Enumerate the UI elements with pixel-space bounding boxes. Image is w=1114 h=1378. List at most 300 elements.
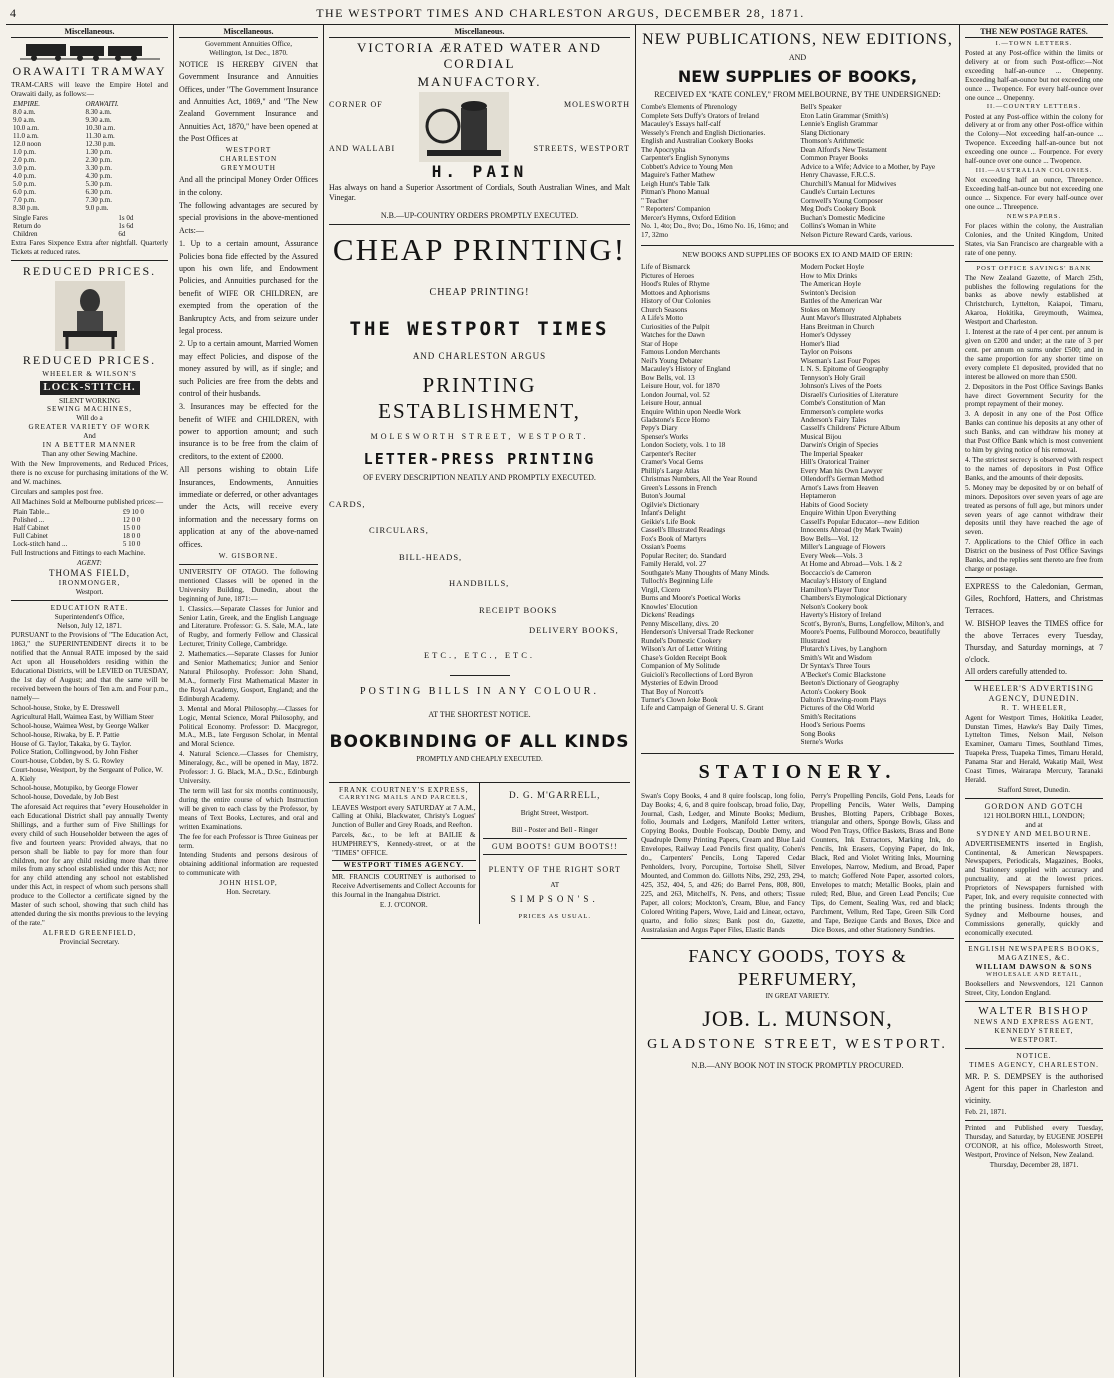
price-label: Plain Table... bbox=[13, 507, 50, 516]
dawson-name: WILLIAM DAWSON & SONS bbox=[975, 962, 1093, 971]
education-place: Agricultural Hall, Waimea East, by William Steer bbox=[11, 712, 154, 721]
gum-boots: GUM BOOTS! GUM BOOTS!! bbox=[491, 841, 618, 851]
timetable-cell: 10.30 a.m. bbox=[85, 123, 116, 132]
price-value: 5 10 0 bbox=[122, 539, 141, 548]
book-item: Spenser's Works bbox=[641, 432, 689, 441]
price-label: Lock-stitch hand ... bbox=[13, 539, 68, 548]
posting-bills: POSTING BILLS IN ANY COLOUR. bbox=[360, 685, 599, 697]
book-item: Maguire's Father Mathew bbox=[641, 171, 715, 180]
education-place: School-house, Stoke, by E. Dresswell bbox=[11, 703, 120, 712]
simpsons-name: SIMPSON'S. bbox=[510, 894, 599, 905]
book-item: Penny Miscellany, divs. 20 bbox=[641, 619, 719, 628]
price-value: £9 10 0 bbox=[122, 507, 144, 516]
book-item: Plutarch's Lives, by Langhorn bbox=[800, 645, 887, 654]
otago-item: 3. Mental and Moral Philosophy.—Classes for Logic, Mental Science, Moral Philosophy, and Political Economy. Professor: D. Macgregor, M.A., M.B., late Ferguson Scholar, in Mental and Moral Science. bbox=[179, 704, 318, 749]
sewing-line: Than any other Sewing Machine. bbox=[41, 450, 138, 459]
savings-item: 4. The strictest secrecy is observed with respect to the names of depositors in Post Office Banks, and the amounts of their deposits. bbox=[965, 456, 1103, 482]
book-item: Darwin's Origin of Species bbox=[800, 441, 879, 450]
book-item: Innocents Abroad (by Mark Twain) bbox=[800, 526, 903, 535]
westport-times-title: THE WESTPORT TIMES bbox=[349, 317, 610, 340]
courtney-body-2: Parcels, &c., to be left at BAILIE & HUMPHREY'S, Kennedy-street, or at the "TIMES" OFFICE. bbox=[332, 831, 476, 858]
fares-table bbox=[11, 214, 168, 238]
book-item: Curiosities of the Pulpit bbox=[641, 322, 710, 331]
timetable-cell: 11.30 a.m. bbox=[85, 131, 115, 140]
savings-item: 5. Money may be deposited by or on behalf of minors. Depositors over seven years of age are treated as persons of full age, but minors under seven years of age cannot withdraw their deposits until they have reached the age of seven. bbox=[965, 483, 1103, 537]
book-item: Emmerson's complete works bbox=[800, 407, 884, 416]
print-item: BILL-HEADS, bbox=[399, 551, 463, 562]
book-item: Caudle's Curtain Lectures bbox=[800, 188, 875, 197]
book-item: Acton's Cookery Book bbox=[800, 687, 867, 696]
book-item: Beeton's Dictionary of Geography bbox=[800, 679, 899, 688]
prices-as-usual: PRICES AS USUAL. bbox=[518, 913, 592, 921]
orders-note: All orders carefully attended to. bbox=[965, 667, 1067, 676]
book-item: Smith's Recitations bbox=[800, 712, 856, 721]
timetable-cell: 4.0 p.m. bbox=[13, 172, 36, 181]
column-3 bbox=[324, 25, 636, 1377]
timetable-cell: 9.0 p.m. bbox=[85, 204, 109, 213]
book-item: Battles of the American War bbox=[800, 297, 883, 306]
book-item: Cassell's Childrens' Picture Album bbox=[800, 424, 900, 433]
book-item: Every Man his Own Lawyer bbox=[800, 466, 883, 475]
otago-item: 4. Natural Science.—Classes for Chemistry, Mineralogy, &c., will be opened in May, 1872. Professor: J. G. Black, M.A., D.Sc., Edinburgh University. bbox=[179, 750, 318, 786]
book-item: Eton Latin Grammar (Smith's) bbox=[800, 111, 889, 120]
book-item: Mottoes and Aphorisms bbox=[641, 288, 710, 297]
h-pain: H. PAIN bbox=[431, 162, 528, 182]
timetable-cell: 6.0 p.m. bbox=[13, 188, 36, 197]
timetable-cell: 12.30 p.m. bbox=[85, 139, 116, 148]
timetable-cell: 9.30 a.m. bbox=[85, 115, 112, 124]
sewing-line: And bbox=[83, 432, 96, 441]
book-item: Hill's Oratorical Trainer bbox=[800, 458, 870, 467]
timetable-header: ORAWAITI. bbox=[85, 99, 119, 108]
holborn-hill: 121 HOLBORN HILL, LONDON; bbox=[983, 811, 1085, 820]
print-item: CARDS, bbox=[329, 498, 366, 509]
book-item: Church Seasons bbox=[641, 305, 688, 314]
book-item: Slang Dictionary bbox=[800, 128, 850, 137]
book-item: Life and Campaign of General U. S. Grant bbox=[641, 704, 764, 713]
column-2 bbox=[174, 25, 324, 1377]
book-item: Rundel's Domestic Cookery bbox=[641, 636, 722, 645]
price-label: Polished ... bbox=[13, 515, 45, 524]
book-item: Aunt Mavor's Illustrated Alphabets bbox=[800, 314, 902, 323]
express-notice: EXPRESS to the Caledonian, German, Giles, Rochford, Hatters, and Christmas Terraces. bbox=[965, 582, 1103, 615]
fares-note: Extra Fares Sixpence Extra after nightfall. Quarterly Tickets at reduced rates. bbox=[11, 239, 168, 257]
streets-westport: STREETS, WESTPORT bbox=[533, 144, 630, 154]
book-item: Southgate's Many Thoughts of Many Minds. bbox=[641, 568, 770, 577]
sydney-melbourne: SYDNEY AND MELBOURNE. bbox=[976, 829, 1092, 838]
book-item: Dr Syntax's Three Tours bbox=[800, 662, 871, 671]
book-item: Carpenter's Reciter bbox=[641, 449, 696, 458]
victoria-subtitle: MANUFACTORY. bbox=[417, 74, 542, 90]
masthead bbox=[6, 4, 1108, 25]
agent-label: AGENT: bbox=[77, 558, 102, 567]
education-place: House of G. Taylor, Takaka, by G. Taylor. bbox=[11, 739, 132, 748]
book-item: Buton's Journal bbox=[641, 492, 686, 501]
book-item: Macauley's History of England bbox=[641, 365, 731, 374]
book-item: Famous London Merchants bbox=[641, 348, 721, 357]
book-item: Scott's, Byron's, Burns, Longfellow, Milton's, and Moore's Poems, Fullbound Morocco, beautifully Illustrated bbox=[800, 619, 944, 645]
book-item: Buchan's Domestic Medicine bbox=[800, 213, 885, 222]
book-item: Mysteries of Edwin Drood bbox=[641, 679, 718, 688]
molesworth: MOLESWORTH bbox=[564, 100, 630, 110]
book-item: Smith's Wit and Wisdom bbox=[800, 653, 872, 662]
book-item: Stokes on Memory bbox=[800, 305, 856, 314]
etc-line: ETC., ETC., ETC. bbox=[423, 649, 536, 660]
book-item: Carpenter's English Synonyms bbox=[641, 154, 730, 163]
newspapers-body: For places within the colony, the Australian Colonies, and the United Kingdom, United States, via San Francisco are chargeable with a rate of one penny. bbox=[965, 221, 1103, 257]
education-body: PURSUANT to the Provisions of "The Education Act, 1863," the SUPERINTENDENT directs it to be notified that the Annual RATE imposed by the said Act upon all Householders residing within the Educational Districts, will be LEVIED on TUESDAY, the 1st day of August; and that the same will be received between the hours of Ten a.m. and Four p.m., namely— bbox=[11, 631, 168, 702]
book-item: Wiseman's Last Four Popes bbox=[800, 356, 880, 365]
book-item: Knowles' Elocution bbox=[641, 602, 698, 611]
timetable-cell: 8.0 a.m. bbox=[13, 107, 36, 116]
otago-item: 1. Classics.—Separate Classes for Junior and Senior Latin, Greek, and the English Language and Literature. Professor: G. S. Sale, M.A., late of Rugby, and formerly Fellow and Classical Lecturer, Trinity College, Cambridge. bbox=[179, 604, 318, 649]
book-item: Mercer's Hymns, Oxford Edition bbox=[641, 213, 736, 222]
book-item: Chambers's Etymological Dictionary bbox=[800, 594, 907, 603]
book-item: Thomson's Arithmetic bbox=[800, 137, 865, 146]
book-item: Phillip's Large Atlas bbox=[641, 466, 700, 475]
bishop-leaves: W. BISHOP leaves the TIMES office for the above Terraces every Tuesday, Thursday, and Saturday mornings, at 7 o'clock. bbox=[965, 619, 1103, 664]
great-variety: IN GREAT VARIETY. bbox=[765, 992, 830, 1001]
annuities-town: WESTPORT bbox=[225, 146, 272, 155]
book-item: Anderson's Fairy Tales bbox=[800, 416, 867, 424]
otago-term: The term will last for six months continuously, during the entire course of which Instruction will be given to each class by the Professor, by means of Text Books, Lectures, and oral and written Examinations. bbox=[179, 787, 318, 831]
simpson-at: AT bbox=[550, 881, 560, 890]
book-item: Churchill's Manual for Midwives bbox=[800, 179, 897, 188]
tramway-intro: TRAM-CARS will leave the Empire Hotel and Orawaiti daily, as follows:— bbox=[11, 80, 168, 98]
advertisements-body: ADVERTISEMENTS inserted in English, Continental, & American Newspapers. Newspapers, Periodicals, Magazines, Books, and Stationery supplied with accuracy and punctuality, and at the lowest prices. Proprietors of Newspapers furnished with Paper, Ink, and every requisite connected with the printing business. Indents through the Sydney and Melbourne houses, and Commissions generally, quickly and economically executed. bbox=[965, 839, 1103, 937]
instructions-note: Full Instructions and Fittings to each Machine. bbox=[11, 548, 146, 557]
westport-label: WESTPORT. bbox=[1010, 1036, 1058, 1045]
book-item: English and Australian Cookery Books bbox=[641, 137, 754, 146]
book-item: Ollendorff's German Method bbox=[800, 475, 884, 484]
timetable-cell: 8.30 a.m. bbox=[85, 107, 112, 116]
reduced-prices-heading: REDUCED PRICES. bbox=[22, 264, 157, 279]
book-list-2 bbox=[641, 263, 954, 747]
book-item: Combe's Constitution of Man bbox=[800, 399, 886, 408]
mcgarrell-name: D. G. M'GARRELL, bbox=[509, 789, 601, 800]
dempsey-notice: MR. P. S. DEMPSEY is the authorised Agent for this paper in Charleston and vicinity. bbox=[965, 1072, 1103, 1106]
imprint-date: Thursday, December 28, 1871. bbox=[989, 1160, 1079, 1169]
dawson-body: Booksellers and Newsvendors, 121 Cannon Street, City, London England. bbox=[965, 979, 1103, 997]
savings-item: 7. Applications to the Chief Office in each District on the business of Post Office Savings Banks, and the replies sent thereto are free from charge or postage. bbox=[965, 538, 1103, 574]
timetable-cell: 9.0 a.m. bbox=[13, 115, 36, 124]
stationery-left: Swan's Copy Books, 4 and 8 quire foolscap, long folio, Day Books; 4, 6, and 8 quire foolscap, broad folio, Day, Journal, Cash, Ledger, and Minute Books; Medium, folio, Journals and Ledgers, Manifold Letter writers, Copying Books, Double Foolscap, Double Demy, and Quadruple Demy Printing Papers, Cream and Blue Laid Envelopes, Railway Lead Pencils first quality, Cohen's do., Carpenters' Pencils, Long Tapered Cedar Penholders, Ivory, Porcupine, Tortoise Shell, Silver Mounted, and Common do. Gillotts Nibs, 292, 293, 294, 425, 352, 404, 5, and 426; do Barrel Pens, 808, 800, 225, and 263, Mitchell's, N. Pens, and others; Tissue Paper, all colors; Mockton's, Cream, Blue, and Fancy Colored Writing Papers, Wove, Laid and Linear, octavo, quarto, and folio sizes; Bank post do, Gazette, Australasian and Argus Paper Files, Elastic Bands bbox=[641, 791, 806, 934]
book-item: Tulloch's Beginning Life bbox=[641, 577, 713, 586]
book-item: Complete Sets Duffy's Orators of Ireland bbox=[641, 111, 759, 120]
book-item: Geikie's Life Book bbox=[641, 517, 696, 526]
timetable-cell: 8.30 p.m. bbox=[13, 204, 40, 213]
timetable-cell: 2.30 p.m. bbox=[85, 155, 112, 164]
melbourne-prices: All Machines Sold at Melbourne published prices:— bbox=[11, 497, 164, 506]
book-item: Dean Alford's New Testament bbox=[800, 145, 887, 154]
westport-times-agency: WESTPORT TIMES AGENCY. bbox=[332, 860, 476, 871]
book-item: Every Week—Vols. 3 bbox=[800, 551, 863, 560]
wheeler-body: Agent for Westport Times, Hokitika Leader, Dunstan Times, Hawke's Bay Daily Times, Lyttelton Times, Nelson Mail, Nelson Examiner, Oamaru Times, Southland Times, Tuapeka Press, Tuapeka Times, Timaru Herald, Panama Star and Herald, Wakatip Mail, West Coast Times, Wairarapa Mercury, Taranaki Herald. bbox=[965, 713, 1103, 785]
book-item: Ossian's Poems bbox=[641, 543, 686, 552]
book-item: Dickens' Readings bbox=[641, 611, 695, 620]
book-item: Sterne's Works bbox=[800, 738, 844, 747]
courtney-title: FRANK COURTNEY'S EXPRESS, bbox=[338, 785, 469, 794]
education-place: School-house, Riwaka, by E. P. Pattie bbox=[11, 730, 120, 739]
fare-label: Single Fares bbox=[13, 214, 48, 223]
print-item: RECEIPT BOOKS bbox=[479, 604, 558, 615]
book-item: Common Prayer Books bbox=[800, 154, 868, 163]
new-books-heading: NEW BOOKS AND SUPPLIES OF BOOKS EX IO AND MAID OF ERIN: bbox=[682, 249, 913, 259]
pain-body: Has always on hand a Superior Assortment of Cordials, South Australian Wines, and Malt Vinegar. bbox=[329, 183, 630, 202]
book-item: Gladstone's Ecce Homo bbox=[641, 416, 710, 424]
fare-value: 1s 6d bbox=[118, 222, 134, 231]
annuities-office: Government Annuities Office, bbox=[204, 39, 293, 48]
wheeler-agency: WHEELER'S ADVERTISING AGENCY, DUNEDIN. bbox=[974, 683, 1094, 703]
fare-label: Children bbox=[13, 230, 38, 239]
aerated-machine-engraving bbox=[419, 92, 509, 162]
section-heading: Miscellaneous. bbox=[329, 27, 630, 38]
book-item: The American Hoyle bbox=[800, 280, 861, 289]
annuities-item: 1. Up to a certain amount, Assurance Policies bona fide effected by the Assured upon his own life, and Endowment Policies, and Annuities purchased for the benefit of WIFE OR CHILDREN, are exempted from the operation of the Bankruptcy Acts, and from seizure under legal process. bbox=[179, 239, 318, 335]
newspapers-heading: NEWSPAPERS. bbox=[1006, 212, 1062, 220]
timetable-cell: 3.30 p.m. bbox=[85, 164, 112, 172]
savings-item: 1. Interest at the rate of 4 per cent. per annum is given on £200 and under; at the rate of 3 per cent. per annum on sums under £500; and in the same proportion for any shorter time on every complete £1 deposited, provided that no interest be allowed on more than £500. bbox=[965, 328, 1103, 381]
town-letters: I.—TOWN LETTERS. bbox=[995, 39, 1073, 47]
sewing-line: IN A BETTER MANNER bbox=[42, 441, 137, 450]
annuities-body-3: The following advantages are secured by special provisions in the above-mentioned Acts:— bbox=[179, 201, 318, 235]
education-office: Superintendent's Office, bbox=[54, 612, 125, 621]
upcountry-note: N.B.—UP-COUNTRY ORDERS PROMPTLY EXECUTED. bbox=[380, 210, 579, 220]
price-value: 18 0 0 bbox=[122, 531, 141, 540]
new-supplies-headline: NEW SUPPLIES OF BOOKS, bbox=[677, 66, 918, 86]
book-item: A Life's Motto bbox=[641, 314, 684, 323]
column-4 bbox=[636, 25, 960, 1377]
education-place: School-house, Dovedale, by Job Best bbox=[11, 793, 119, 802]
book-item: Dalton's Drawing-room Plays bbox=[800, 695, 887, 704]
fare-value: 6d bbox=[118, 230, 126, 239]
book-item: No. 1, 4to; Do., 8vo; Do., 16mo No. 16, 16mo; and 17, 32mo bbox=[641, 222, 789, 239]
book-item: Popular Reciter; do. Standard bbox=[641, 551, 727, 560]
education-place: School-house, Waimea West, by George Walker bbox=[11, 721, 149, 730]
munson-name: JOB. L. MUNSON, bbox=[702, 1005, 893, 1031]
courtney-sub: CARRYING MAILS AND PARCELS, bbox=[339, 794, 469, 802]
annuities-body-4: All persons wishing to obtain Life Insurances, Endowments, Annuities immediate or deferred, or other advantages under the Acts, will receive every information and the necessary forms on application at any of the above-named offices. bbox=[179, 465, 318, 549]
timetable-cell: 12.0 noon bbox=[13, 139, 41, 148]
book-item: A'Becket's Comic Blackstone bbox=[800, 670, 886, 679]
timetable-cell: 1.30 p.m. bbox=[85, 147, 112, 156]
country-letters: II.—COUNTRY LETTERS. bbox=[986, 103, 1082, 111]
and-wallabi: AND WALLABI bbox=[329, 144, 396, 154]
book-item: The Apocrypha bbox=[641, 145, 686, 154]
new-publications-headline: NEW PUBLICATIONS, NEW EDITIONS, bbox=[642, 31, 953, 48]
fancy-goods-headline: FANCY GOODS, TOYS & PERFUMERY, bbox=[688, 946, 907, 989]
dempsey-date: Feb. 21, 1871. bbox=[965, 1108, 1007, 1117]
dawson-sub: WHOLESALE AND RETAIL, bbox=[986, 971, 1082, 978]
book-item: Family Herald, vol. 27 bbox=[641, 560, 707, 569]
timetable-cell: 11.0 a.m. bbox=[13, 131, 39, 140]
timetable-cell: 6.30 p.m. bbox=[85, 188, 112, 197]
price-value: 12 0 0 bbox=[122, 515, 141, 524]
book-item: Arnot's Laws from Heaven bbox=[800, 483, 879, 492]
annuities-body: NOTICE IS HEREBY GIVEN that Government Insurance and Annuities Offices, under "The Government Insurance and Annuities Act, 1869," and "The New Zealand Government Insurance and Annuities Act, 1870," have been opened at the Post Offices at bbox=[179, 59, 318, 144]
book-item: Infant's Delight bbox=[641, 509, 686, 518]
and-connector: AND bbox=[788, 52, 807, 62]
annuities-item: 3. Insurances may be effected for the benefit of WIFE and CHILDREN, with power to apportion amount; and such insurance is to be free from the claim of creditors, to the extent of £2000. bbox=[179, 402, 318, 461]
book-item: Watches for the Dawn bbox=[641, 331, 705, 340]
timetable-cell: 5.30 p.m. bbox=[85, 180, 112, 189]
book-item: Green's Lessons in French bbox=[641, 483, 717, 492]
book-item: London Society, vols. 1 to 18 bbox=[641, 441, 726, 450]
timetable-cell: 2.0 p.m. bbox=[13, 155, 36, 164]
courtney-body: LEAVES Westport every SATURDAY at 7 A.M., Calling at Ohiki, Blackwater, Christy's Logues' Junction of Buller and Grey Roads, and Reefton. bbox=[332, 803, 476, 830]
book-item: Wessely's French and English Dictionaries. bbox=[641, 128, 766, 137]
tram-timetable bbox=[11, 100, 168, 213]
timetable-cell: 3.0 p.m. bbox=[13, 164, 36, 172]
rt-wheeler: R. T. WHEELER, bbox=[1001, 703, 1067, 712]
and-at: and at bbox=[1025, 820, 1043, 829]
book-item: Wilson's Art of Letter Writing bbox=[641, 645, 728, 654]
book-item: I. N. S. Epitome of Geography bbox=[800, 365, 889, 374]
book-item: Modern Pocket Hoyle bbox=[800, 263, 864, 272]
annuities-signer: W. GISBORNE. bbox=[218, 551, 279, 560]
cheap-printing-headline: CHEAP PRINTING! bbox=[332, 231, 627, 267]
book-item: Guicioli's Recollections of Lord Byron bbox=[641, 670, 753, 679]
book-item: Life of Bismarck bbox=[641, 263, 691, 272]
book-item: Hamilton's Player Tutor bbox=[800, 585, 870, 594]
column-5 bbox=[960, 25, 1108, 1377]
book-item: Pitman's Phono Manual bbox=[641, 188, 710, 197]
book-item: Tennyson's Holy Grail bbox=[800, 373, 866, 382]
book-item: Cassell's Illustrated Readings bbox=[641, 526, 726, 535]
book-item: That Boy of Norcott's bbox=[641, 687, 704, 696]
tram-engraving bbox=[20, 40, 160, 62]
page-number: 4 bbox=[10, 6, 17, 20]
book-item: Swinton's Decision bbox=[800, 288, 856, 297]
wheeler-wilson: WHEELER & WILSON'S bbox=[42, 370, 137, 379]
book-item: Heptameron bbox=[800, 492, 837, 501]
education-place: School-house, Motupiko, by George Flower bbox=[11, 784, 138, 793]
book-item: Nelson's Cookery book bbox=[800, 602, 868, 611]
plenty-right-sort: PLENTY OF THE RIGHT SORT bbox=[488, 865, 621, 875]
book-list-1 bbox=[641, 103, 954, 239]
savings-item: 3. A deposit in any one of the Post Office Banks can continue his deposits at any other of such Banks, and can withdraw his money at that Post Office Bank which is most convenient to him by giving notice of his removal. bbox=[965, 410, 1103, 455]
book-item: Enquire Within upon Needle Work bbox=[641, 407, 741, 416]
book-item: Chase's Golden Receipt Book bbox=[641, 653, 727, 662]
book-item: Star of Hope bbox=[641, 339, 678, 348]
book-item: Pictures of Heroes bbox=[641, 271, 695, 280]
book-item: Boccaccio's de Cameron bbox=[800, 568, 872, 577]
book-item: Turner's Clown Joke Book bbox=[641, 695, 718, 704]
section-heading: Miscellaneous. bbox=[179, 27, 318, 38]
education-footer: The aforesaid Act requires that "every Householder in each Educational District shall pay annually Twenty Shillings, and a further sum of Five Shillings for every child of such Householder between the ages of five and fourteen years: Provided always, that no person shall be liable to pay for more than four children, nor for any child residing more than three miles from any school established under this Act; nor for any child attending any school not established under this Act, in respect of whom such persons shall produce to the Collector a certificate signed by the Master of such school, showing that such child has attended during the six months previous to the levying of the rate." bbox=[11, 802, 168, 927]
book-item: Leigh Hunt's Table Talk bbox=[641, 179, 710, 188]
otago-intending: Intending Students and persons desirous of obtaining additional information are requested to communicate with bbox=[179, 851, 318, 878]
agent-town: Westport. bbox=[75, 587, 104, 596]
book-item: " Teacher bbox=[641, 196, 669, 205]
stationery-right: Perry's Propelling Pencils, Gold Pens, Leads for Propelling Pencils, Water Wells, Damping Brushes, Blotting Papers, Cribbage Boxes, triangular and others, Sponge Bowls, Glass and Wood Pen Trays, Office Baskets, Brass and Bone Counters, Ink Extractors, Marking Ink, do Pencils, Ink Erasers, Copying Paper, do Ink, Black, Red and Violet Writing Inks, Mourning Envelopes, Narrow, Medium, and Broad, Paper to match; Goffered Note Paper, assorted colors, Envelopes to match; Metallic Books, plain and ruled; Red, Blue, and Green Lead Pencils; Cue Tips, do Cement, Sealing Wax, red and black; Parchment, Vellum, Red Tape, Green Silk Cord and Tape, Bezique Cards and Boxes, Dice and Dice Boxes, and other Stationery Sundries. bbox=[811, 791, 954, 934]
book-item: Christmas Numbers, All the Year Round bbox=[641, 475, 757, 484]
book-item: Pictures of the Old World bbox=[800, 704, 875, 713]
mcgarrell-address: Bright Street, Westport. bbox=[520, 808, 589, 817]
book-item: Bow Bells—Vol. 12 bbox=[800, 534, 859, 543]
book-item: Fox's Book of Martyrs bbox=[641, 534, 706, 543]
book-item: Musical Bijou bbox=[800, 432, 842, 441]
gladstone-street: GLADSTONE STREET, WESTPORT. bbox=[647, 1037, 948, 1052]
times-agency-charleston: TIMES AGENCY, CHARLESTON. bbox=[969, 1061, 1099, 1070]
town-body: Posted at any Post-office within the limits or delivery at or from such Post-office:—Not exceeding half-an-ounce ... Onepenny. Exceeding half-an-ounce but not exceeding one ounce ... Twopence. For every half-ounce over one ounce ... Onepenny. bbox=[965, 48, 1103, 102]
book-item: Song Books bbox=[800, 729, 836, 738]
imprint: Printed and Published every Tuesday, Thursday, and Saturday, by EUGENE JOSEPH O'CONOR, at his office, Molesworth Street, Westport, Province of Nelson, New Zealand. bbox=[965, 1123, 1103, 1159]
book-item: The Imperial Speaker bbox=[800, 449, 863, 458]
book-item: Miller's Language of Flowers bbox=[800, 543, 886, 552]
book-item: Burns and Moore's Poetical Works bbox=[641, 594, 741, 603]
price-label: Full Cabinet bbox=[13, 531, 48, 540]
cheap-printing-small: CHEAP PRINTING! bbox=[429, 287, 530, 299]
book-item: Meg Dod's Cookery Book bbox=[800, 205, 876, 214]
timetable-cell: 10.0 a.m. bbox=[13, 123, 40, 132]
book-item: At Home and Abroad—Vols. 1 & 2 bbox=[800, 560, 902, 569]
mcgarrell-trade: Bill - Poster and Bell - Ringer bbox=[511, 825, 598, 834]
sewing-machine-engraving bbox=[55, 281, 125, 351]
savings-heading: POST OFFICE SAVINGS' BANK bbox=[976, 264, 1092, 272]
book-item: Macauley's Essays half-calf bbox=[641, 120, 721, 129]
book-item: Disraeli's Curiosities of Literature bbox=[800, 390, 899, 399]
otago-fee: The fee for each Professor is Three Guineas per term. bbox=[179, 832, 318, 850]
book-item: Habits of Good Society bbox=[800, 500, 869, 509]
otago-item: 2. Mathematics.—Separate Classes for Junior and Senior Mathematics; Junior and Senior Natural Philosophy. Professor: John Shand, M.A., formerly First Mathematical Master in the Royal Academy, Gosport, England; and the Edinburgh Academy. bbox=[179, 650, 318, 703]
timetable-cell: 4.30 p.m. bbox=[85, 172, 112, 181]
book-item: Combe's Elements of Phrenology bbox=[641, 103, 738, 112]
masthead-title: THE WESTPORT TIMES AND CHARLESTON ARGUS, DECEMBER 28, 1871. bbox=[316, 6, 805, 20]
aus-colonies: III.—AUSTRALIAN COLONIES. bbox=[975, 167, 1093, 175]
book-item: Neil's Young Debater bbox=[641, 356, 703, 365]
book-item: Homer's Iliad bbox=[800, 339, 840, 348]
price-label: Half Cabinet bbox=[13, 523, 49, 532]
book-item: History of Our Colonies bbox=[641, 297, 711, 306]
aus-body: Not exceeding half an ounce, Threepence. Exceeding half-an-ounce but not exceeding one ounce ... Sixpence. For every half-ounce over one ounce ... Threepence. bbox=[965, 176, 1103, 211]
fare-label: Return do bbox=[13, 222, 41, 231]
education-signer-title: Provincial Secretary. bbox=[59, 937, 120, 946]
book-item: Haverty's History of Ireland bbox=[800, 611, 882, 620]
timetable-cell: 7.30 p.m. bbox=[85, 196, 112, 205]
book-item: Virgil, Cicero bbox=[641, 585, 681, 594]
book-item: Lennie's English Grammar bbox=[800, 120, 878, 129]
and-charleston: AND CHARLESTON ARGUS bbox=[412, 351, 547, 362]
book-item: Collins's Woman in White bbox=[800, 222, 876, 231]
gordon-gotch: GORDON AND GOTCH bbox=[984, 801, 1084, 811]
sewing-body: With the New Improvements, and Reduced Prices, there is no excuse for purchasing imitations of the W. and W. machines. bbox=[11, 460, 168, 486]
book-item: Cassell's Popular Educator—new Edition bbox=[800, 517, 920, 526]
kennedy-street: KENNEDY STREET, bbox=[994, 1027, 1074, 1036]
corner-of: CORNER OF bbox=[329, 100, 383, 110]
sewing-line: GREATER VARIETY OF WORK bbox=[28, 423, 151, 432]
book-item: Companion of My Solitude bbox=[641, 662, 720, 671]
news-express-agent: NEWS AND EXPRESS AGENT, bbox=[974, 1018, 1094, 1027]
otago-signer-title: Hon. Secretary. bbox=[226, 888, 271, 897]
book-item: Enquire Within Upon Everything bbox=[800, 509, 897, 518]
walter-bishop: WALTER BISHOP bbox=[978, 1004, 1090, 1017]
book-item: Leisure Hour, annual bbox=[641, 399, 702, 408]
print-item: DELIVERY BOOKS, bbox=[529, 625, 619, 636]
book-item: Cramer's Vocal Gems bbox=[641, 458, 704, 467]
column-1 bbox=[6, 25, 174, 1377]
letterpress-printing: LETTER-PRESS PRINTING bbox=[363, 450, 596, 469]
english-newspapers: ENGLISH NEWSPAPERS BOOKS, MAGAZINES, &C. bbox=[968, 944, 1100, 962]
courtney-signer: E. J. O'CONOR. bbox=[379, 900, 428, 909]
otago-body: UNIVERSITY OF OTAGO. The following mentioned Classes will be opened in the University Building, Dunedin, about the beginning of June, 1871:— bbox=[179, 567, 318, 603]
courtney-agency-body: MR. FRANCIS COURTNEY is authorised to Receive Advertisements and Collect Accounts for this Journal in the Inangahua District. bbox=[332, 872, 476, 899]
agent-name: THOMAS FIELD, bbox=[48, 567, 130, 578]
sewing-line: SILENT WORKING bbox=[58, 396, 121, 405]
tramway-title: ORAWAITI TRAMWAY bbox=[12, 63, 167, 78]
book-item: Hood's Serious Poems bbox=[800, 721, 865, 730]
postage-title: THE NEW POSTAGE RATES. bbox=[965, 27, 1103, 38]
